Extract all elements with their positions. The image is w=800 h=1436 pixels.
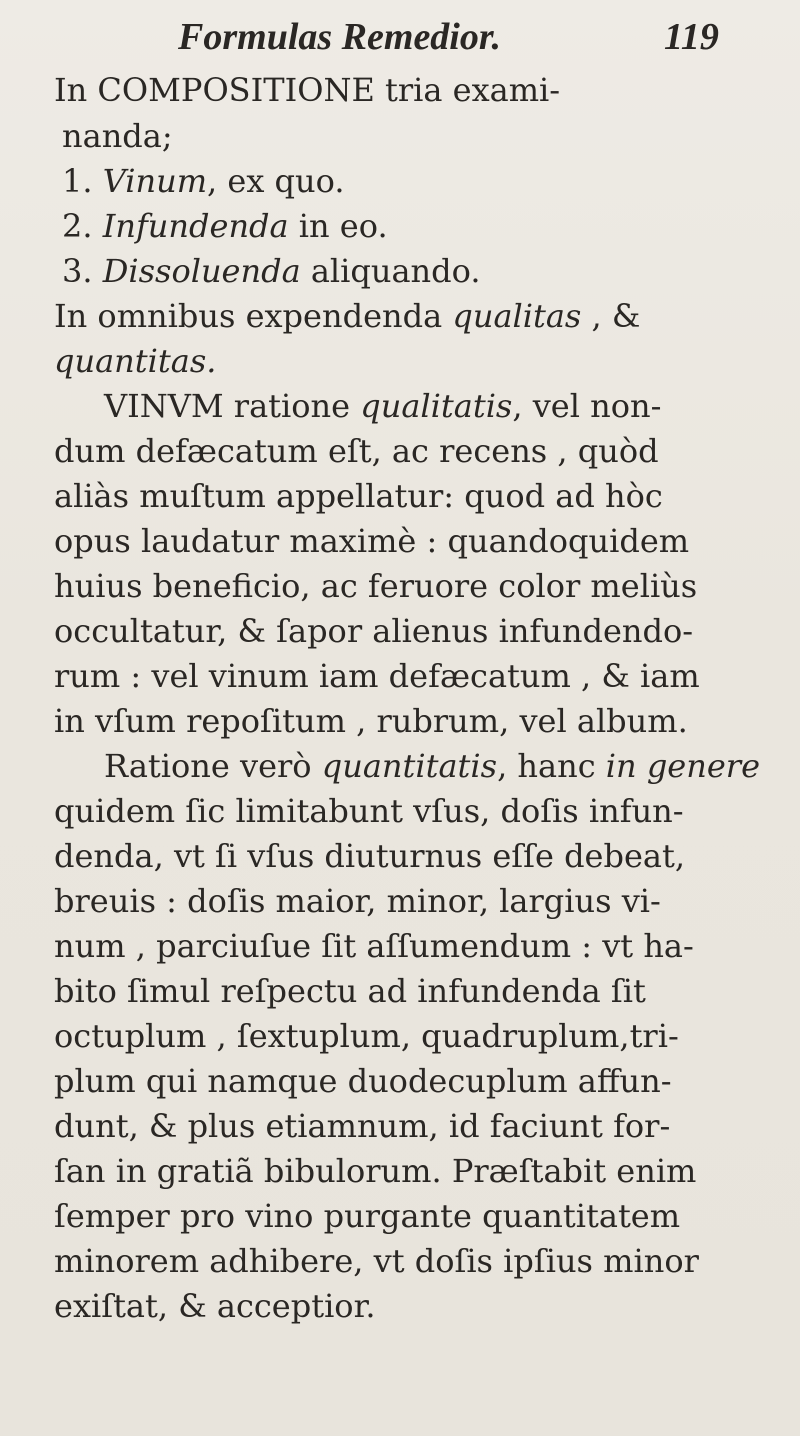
italic-text: Dissoluenda [102,252,301,290]
text-line [54,384,784,429]
text-segment: in vſum repoſitum , rubrum, vel album. [54,702,688,740]
running-head [0,12,800,62]
text-segment: dum defæcatum eſt, ac recens , quòd [54,432,659,470]
text-line [54,429,784,474]
text-segment: ſemper pro vino purgante quantitatem [54,1197,681,1235]
text-line [54,1239,784,1284]
text-line [54,564,784,609]
text-segment: bito ſimul reſpectu ad infundenda ſit [54,972,646,1010]
text-line [54,294,784,339]
text-segment: minorem adhibere, vt doſis ipſius minor [54,1242,699,1280]
text-line [54,1059,784,1104]
text-segment: ſan in gratiã bibulorum. Præſtabit enim [54,1152,697,1190]
text-line [54,339,784,384]
text-segment: Ratione verò [104,747,322,785]
text-line [54,204,784,249]
text-segment: occultatur, & ſapor alienus infundendo- [54,612,694,650]
italic-text: in genere [605,747,761,785]
text-segment: , & [581,297,641,335]
text-line [54,249,784,294]
text-segment: exiſtat, & acceptior. [54,1287,376,1325]
text-segment: 2. [62,207,103,245]
italic-text: quantitatis [321,747,498,785]
text-segment: 3. [62,252,103,290]
text-line [54,159,784,204]
text-line [54,474,784,519]
text-line [54,744,784,789]
text-segment: in eo. [288,207,388,245]
running-title: Formulas Remedior. [178,16,502,58]
text-segment: dunt, & plus etiamnum, id faciunt for- [54,1107,671,1145]
text-segment: aliàs muſtum appellatur: quod ad hòc [54,477,663,515]
text-line [54,924,784,969]
text-line [54,519,784,564]
text-segment: breuis : doſis maior, minor, largius vi- [54,882,661,920]
text-segment: aliquando. [300,252,481,290]
text-segment: num , parciuſue ſit aſſumendum : vt ha- [54,927,694,965]
text-segment: VINVM ratione [104,387,361,425]
text-segment: In COMPOSITIONE tria exami- [54,71,561,109]
text-segment: , hanc [497,747,606,785]
text-line [54,114,784,159]
text-line [54,1149,784,1194]
text-segment: huius beneficio, ac feruore color meliùs [54,567,698,605]
italic-text: Vinum [102,162,208,200]
text-segment: 1. [62,162,103,200]
text-line [54,609,784,654]
text-segment: , vel non- [512,387,662,425]
text-segment: , ex quo. [207,162,345,200]
text-segment: opus laudatur maximè : quandoquidem [54,522,690,560]
body-text [54,66,784,1329]
text-segment: denda, vt ſi vſus diuturnus eſſe debeat, [54,837,686,875]
text-segment: rum : vel vinum iam defæcatum , & iam [54,657,700,695]
italic-text: qualitas [452,297,582,335]
text-segment: plum qui namque duodecuplum affun- [54,1062,672,1100]
italic-text: Infundenda [102,207,289,245]
text-line [54,1104,784,1149]
italic-text: qualitatis [360,387,513,425]
text-segment: In omnibus expendenda [54,297,453,335]
italic-text: quantitas. [54,342,217,380]
text-segment: nanda; [62,117,173,155]
text-line [54,1284,784,1329]
text-line [54,654,784,699]
text-segment: quidem ſic limitabunt vſus, doſis infun- [54,792,684,830]
page-number: 119 [664,16,719,58]
text-line [54,1194,784,1239]
text-line [54,969,784,1014]
text-line [54,879,784,924]
text-line [54,699,784,744]
text-segment: octuplum , ſextuplum, quadruplum,tri- [54,1017,679,1055]
text-line [54,66,784,114]
text-line [54,789,784,834]
text-line [54,834,784,879]
text-line [54,1014,784,1059]
